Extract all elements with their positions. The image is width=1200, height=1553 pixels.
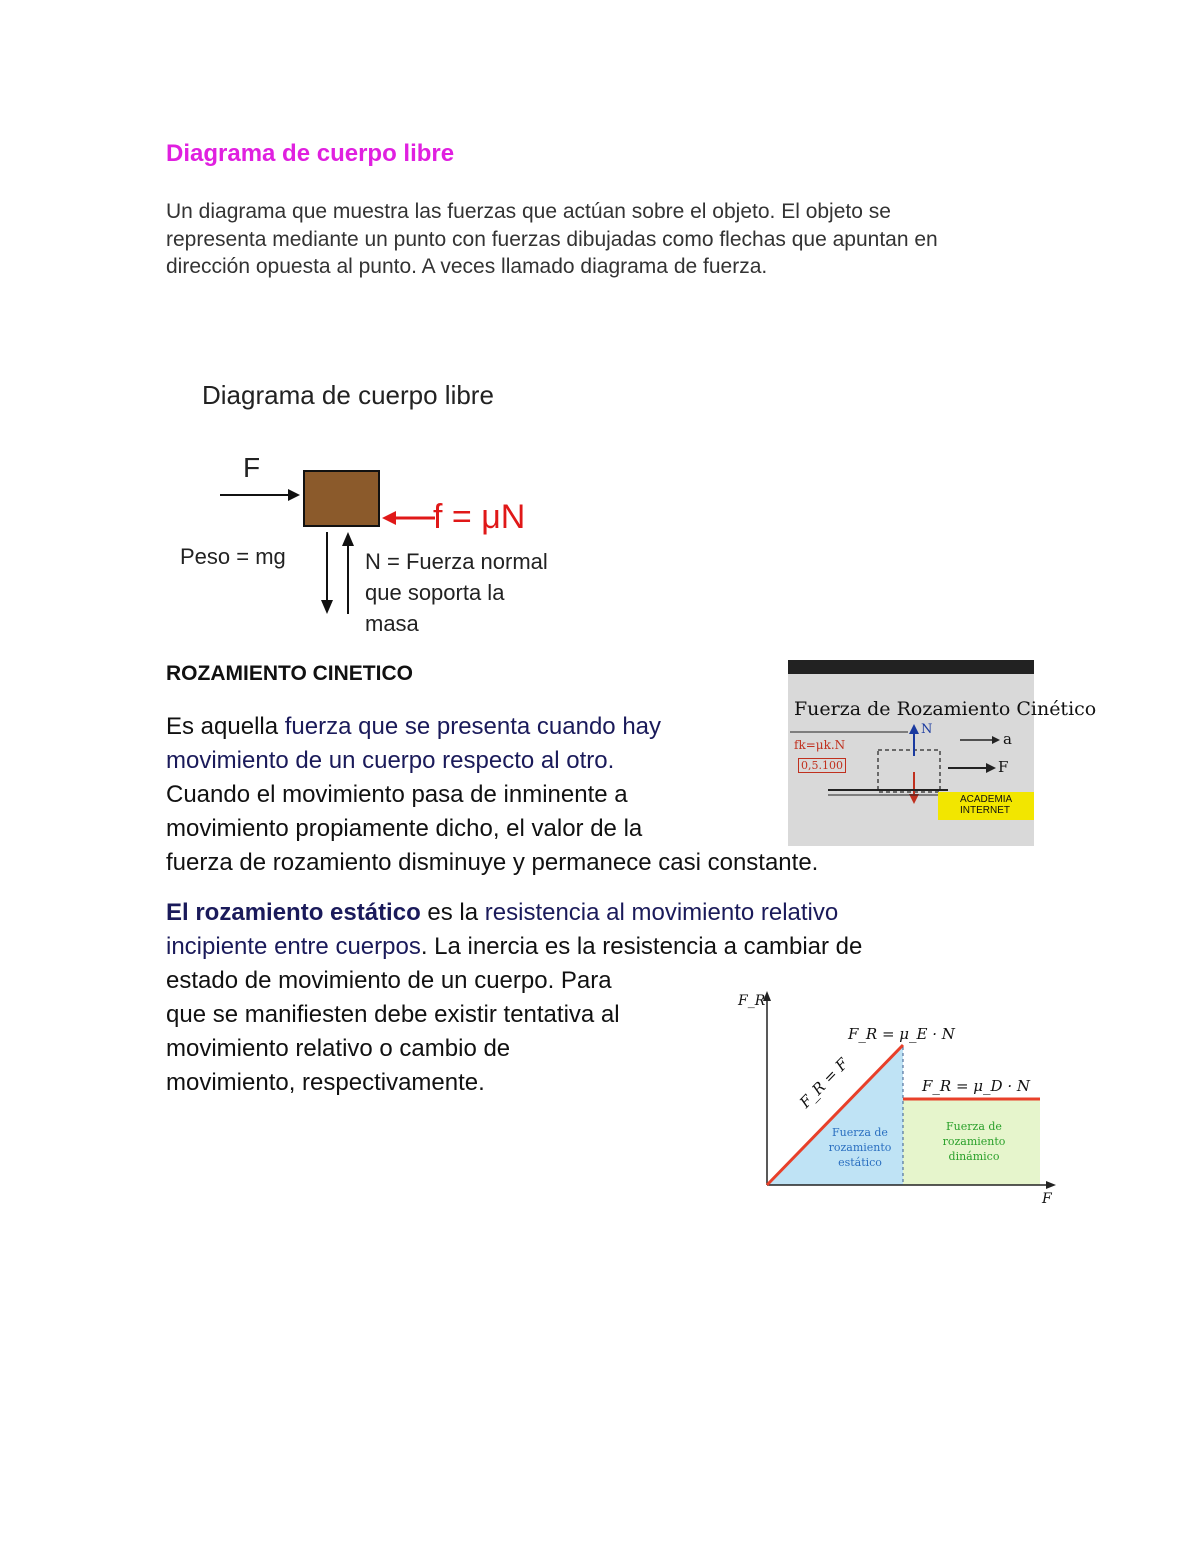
friction-chart-svg bbox=[730, 985, 1070, 1225]
normal-label-line: que soporta la bbox=[365, 580, 505, 605]
weight-label: Peso = mg bbox=[180, 544, 286, 569]
badge-text bbox=[960, 794, 1012, 816]
normal-label bbox=[365, 546, 548, 639]
badge-line: ACADEMIA bbox=[960, 794, 1013, 805]
section-heading: ROZAMIENTO CINETICO bbox=[166, 662, 413, 685]
page-title: Diagrama de cuerpo libre bbox=[166, 140, 455, 167]
paragraph-line bbox=[166, 930, 862, 964]
normal-label-line: masa bbox=[365, 611, 419, 636]
dynamic-annotation: F_R = μ_D · N bbox=[922, 1077, 1031, 1095]
applied-force-arrow bbox=[220, 489, 300, 501]
text-span: Es aquella bbox=[166, 713, 285, 740]
ramp-annotation: F_R = F bbox=[796, 1054, 852, 1112]
y-axis-label: F_R bbox=[738, 993, 766, 1009]
paragraph-line bbox=[166, 710, 818, 744]
figure-title: Diagrama de cuerpo libre bbox=[202, 380, 494, 410]
region-label-line: Fuerza de bbox=[832, 1126, 888, 1139]
intro-line: representa mediante un punto con fuerzas dibujadas como flechas que apuntan en bbox=[166, 227, 938, 251]
friction-chart bbox=[730, 985, 1070, 1225]
thumbnail-title: Fuerza de Rozamiento Cinético bbox=[794, 698, 1097, 720]
region-label-line: rozamiento bbox=[828, 1141, 892, 1154]
paragraph-line: movimiento propiamente dicho, el valor de la bbox=[166, 815, 643, 842]
static-region-label bbox=[822, 1125, 898, 1170]
thumbnail-accel: a bbox=[1003, 730, 1012, 748]
friction-label: f = μN bbox=[433, 498, 526, 536]
block bbox=[304, 471, 379, 526]
friction-arrow bbox=[382, 511, 435, 525]
region-label-line: dinámico bbox=[948, 1150, 1000, 1163]
text-span: resistencia al movimiento relativo bbox=[484, 899, 839, 926]
text-span: El rozamiento estático bbox=[166, 899, 421, 926]
text-span: . La inercia es la resistencia a cambiar de bbox=[420, 933, 863, 960]
region-label-line: estático bbox=[838, 1156, 882, 1169]
free-body-diagram-figure bbox=[160, 370, 590, 640]
intro-paragraph bbox=[166, 198, 1066, 281]
paragraph-kinetic bbox=[166, 710, 818, 880]
normal-arrow bbox=[342, 532, 354, 614]
region-label-line: rozamiento bbox=[942, 1135, 1006, 1148]
paragraph-line: movimiento de un cuerpo respecto al otro. bbox=[166, 747, 615, 774]
text-span: fuerza que se presenta cuando hay bbox=[284, 713, 662, 740]
static-max-annotation: F_R = μ_E · N bbox=[848, 1025, 955, 1043]
paragraph-line: fuerza de rozamiento disminuye y permanece casi constante. bbox=[166, 849, 819, 876]
intro-line: dirección opuesta al punto. A veces llamado diagrama de fuerza. bbox=[166, 255, 768, 278]
x-axis-arrow bbox=[1046, 1181, 1056, 1189]
paragraph-line: movimiento, respectivamente. bbox=[166, 1069, 485, 1096]
text-span: es la bbox=[420, 899, 485, 926]
paragraph-line: Cuando el movimiento pasa de inminente a bbox=[166, 781, 628, 808]
normal-label-line: N = Fuerza normal bbox=[365, 549, 548, 574]
text-span: incipiente entre cuerpos bbox=[166, 933, 421, 960]
thumbnail-calc: 0,5.100 bbox=[798, 758, 846, 773]
intro-line: Un diagrama que muestra las fuerzas que actúan sobre el objeto. El objeto se bbox=[166, 200, 891, 223]
academia-badge bbox=[938, 792, 1034, 820]
paragraph-line: movimiento relativo o cambio de bbox=[166, 1035, 511, 1062]
applied-force-label: F bbox=[243, 452, 261, 483]
thumbnail-force: F bbox=[998, 758, 1009, 776]
badge-line: INTERNET bbox=[960, 805, 1010, 816]
thumbnail-formula: fk=μk.N bbox=[794, 738, 846, 752]
thumbnail-normal: N bbox=[921, 722, 933, 737]
dynamic-region-label bbox=[934, 1119, 1014, 1164]
region-label-line: Fuerza de bbox=[946, 1120, 1002, 1133]
weight-arrow bbox=[321, 532, 333, 614]
paragraph-line bbox=[166, 896, 862, 930]
video-thumbnail[interactable] bbox=[788, 660, 1097, 846]
paragraph-line: que se manifiesten debe existir tentativa al bbox=[166, 1001, 620, 1028]
paragraph-line: estado de movimiento de un cuerpo. Para bbox=[166, 967, 612, 994]
x-axis-label: F bbox=[1042, 1191, 1052, 1207]
